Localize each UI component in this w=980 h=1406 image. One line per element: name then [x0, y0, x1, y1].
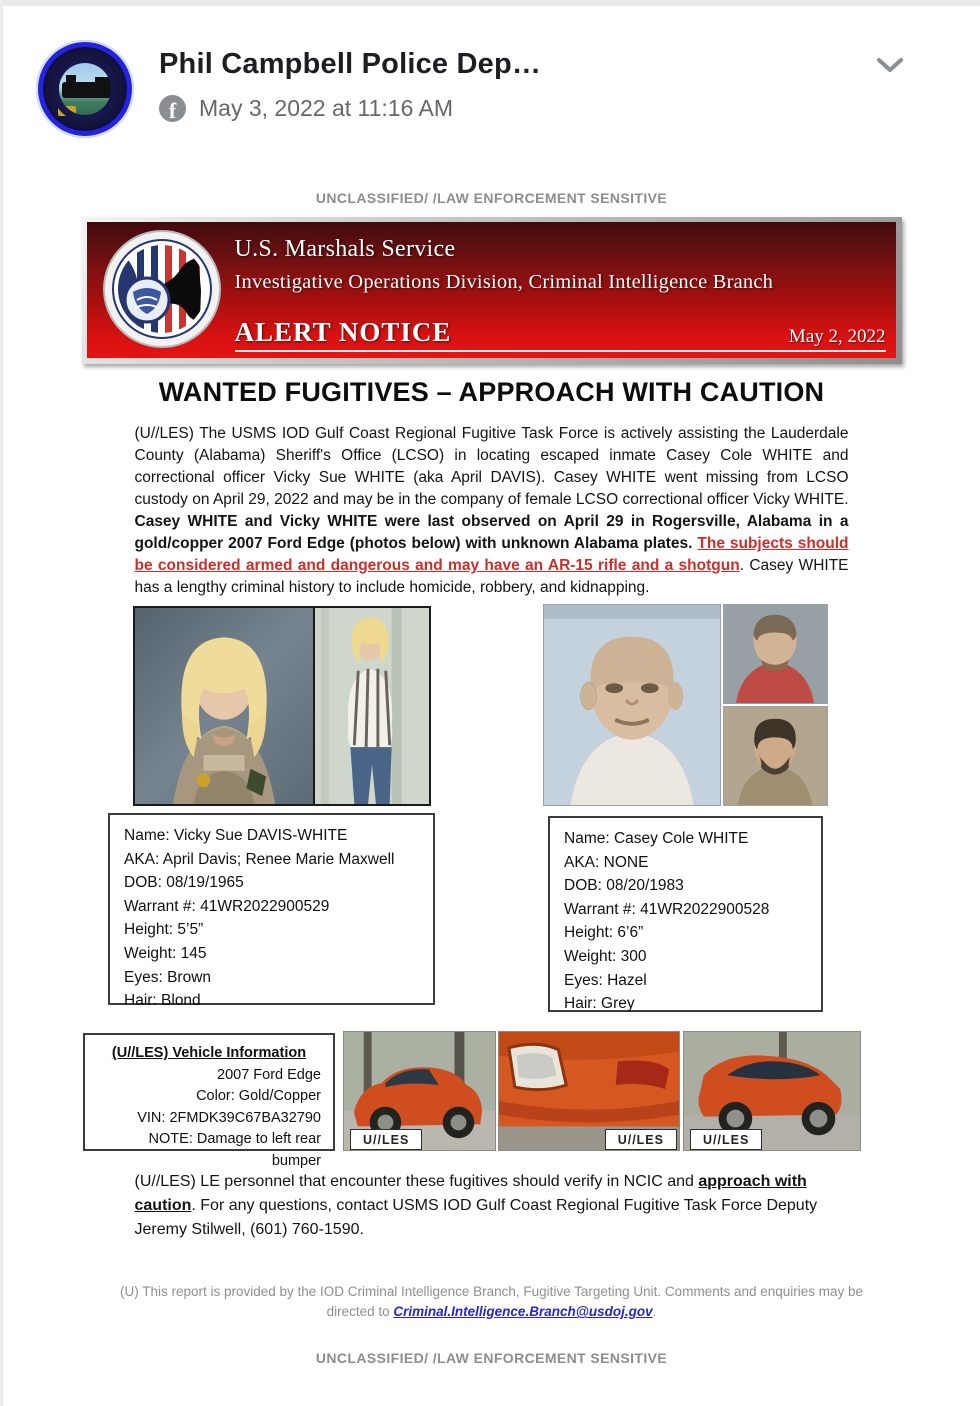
vehicle-info-title: (U//LES) Vehicle Information — [111, 1045, 307, 1061]
summary-part1: (U//LES) The USMS IOD Gulf Coast Regional Fugitive Task Force is actively assisting the Lauderdale County (Alabama) Sheriff's Office (LCSO) in locating escaped inmate Casey Cole WHITE and correctional officer Vicky Sue WHITE (aka April DAVIS). Casey WHITE went missing from LCSO custody on April 29, 2022 and may be in the company of female LCSO correctional officer Vicky WHITE. — [134, 425, 849, 508]
contact-part1: (U//LES) LE personnel that encounter these fugitives should verify in NCIC and — [134, 1173, 699, 1190]
post-header-text — [159, 40, 541, 122]
info-line: Hair: Blond — [124, 992, 201, 1010]
casey-photo-red-shirt — [723, 604, 828, 704]
vehicle-photo-front — [343, 1031, 496, 1151]
info-line: Eyes: Hazel — [564, 971, 647, 989]
banner-agency: U.S. Marshals Service — [234, 236, 456, 262]
vehicle-photo-side — [683, 1031, 861, 1151]
info-line: Warrant #: 41WR2022900529 — [124, 897, 330, 915]
info-line: Eyes: Brown — [124, 968, 212, 986]
vehicle-line: VIN: 2FMDK39C67BA32790 — [137, 1109, 321, 1126]
ules-label: U//LES — [690, 1129, 762, 1150]
footer-note — [107, 1282, 877, 1322]
vehicle-line: Color: Gold/Copper — [196, 1088, 321, 1104]
summary-paragraph — [135, 423, 849, 599]
info-line: DOB: 08/20/1983 — [564, 877, 684, 895]
fugitive-info-row — [3, 813, 980, 1013]
vehicle-info-box — [83, 1033, 335, 1169]
info-line: AKA: NONE — [564, 853, 649, 871]
info-line: Name: Casey Cole WHITE — [564, 830, 749, 847]
post-header — [3, 6, 980, 138]
info-line: Weight: 145 — [124, 944, 207, 962]
classification-banner-top: UNCLASSIFIED/ /LAW ENFORCEMENT SENSITIVE — [315, 190, 668, 206]
info-line: Height: 6’6” — [564, 924, 644, 942]
casey-info-box — [548, 816, 823, 1012]
info-line: Height: 5’5” — [124, 921, 204, 939]
vicky-standing-photo — [315, 606, 431, 806]
casey-mugshot-photo — [543, 604, 721, 806]
post-timestamp: May 3, 2022 at 11:16 AM — [199, 95, 454, 121]
vehicle-photo-rear-closeup — [498, 1031, 680, 1151]
ules-label: U//LES — [350, 1129, 422, 1150]
info-line: Name: Vicky Sue DAVIS-WHITE — [124, 827, 348, 844]
banner-division: Investigative Operations Division, Criminal Intelligence Branch — [234, 271, 774, 293]
info-line: Warrant #: 41WR2022900528 — [564, 900, 770, 918]
info-line: DOB: 08/19/1965 — [124, 874, 244, 892]
info-line: Weight: 300 — [564, 947, 647, 965]
avatar[interactable] — [36, 40, 134, 138]
footer-note-text: (U) This report is provided by the IOD Criminal Intelligence Branch, Fugitive Targeting Unit. Comments and enquiries may be directed to — [119, 1284, 864, 1319]
casey-photo-bearded — [723, 706, 828, 806]
banner-date: May 2, 2022 — [788, 326, 886, 347]
contact-paragraph — [135, 1170, 849, 1242]
contact-emphasis: approach with caution — [134, 1173, 807, 1214]
post-date-row — [159, 95, 541, 122]
vehicle-line: NOTE: Damage to left rear bumper — [148, 1131, 321, 1169]
banner-alert-notice: ALERT NOTICE — [234, 317, 452, 347]
info-line: AKA: April Davis; Renee Marie Maxwell — [124, 850, 395, 868]
classification-banner-bottom: UNCLASSIFIED/ /LAW ENFORCEMENT SENSITIVE — [315, 1350, 668, 1366]
vicky-info-box — [108, 813, 435, 1010]
chevron-down-icon[interactable] — [872, 50, 908, 80]
info-line: Hair: Grey — [564, 995, 635, 1013]
vicky-portrait-photo — [133, 606, 315, 806]
town-seal-icon — [43, 47, 127, 131]
alert-banner — [82, 217, 902, 364]
email-link[interactable]: Criminal.Intelligence.Branch@usdoj.gov — [393, 1304, 653, 1319]
vehicle-line: 2007 Ford Edge — [217, 1066, 321, 1083]
wanted-headline: WANTED FUGITIVES – APPROACH WITH CAUTION — [158, 377, 825, 407]
facebook-icon: f — [159, 95, 186, 122]
vehicle-section — [3, 1031, 980, 1169]
summary-part4: . Casey WHITE has a lengthy criminal history to include homicide, robbery, and kidnapping. — [134, 557, 849, 596]
author-name[interactable]: Phil Campbell Police Dep… — [159, 48, 542, 80]
usms-seal-icon — [103, 230, 221, 348]
fugitive-photos — [3, 606, 980, 808]
summary-warning: The subjects should be considered armed and dangerous and may have an AR-15 rifle and a shotgun — [134, 535, 849, 574]
ules-label: U//LES — [605, 1129, 677, 1150]
footer-note-period: . — [652, 1304, 657, 1319]
summary-bold: Casey WHITE and Vicky WHITE were last observed on April 29 in Rogersville, Alabama in a gold/copper 2007 Ford Edge (photos below) with unknown Alabama plates. — [134, 513, 849, 552]
contact-part2: . For any questions, contact USMS IOD Gulf Coast Regional Fugitive Task Force Deputy Jeremy Stilwell, (601) 760-1590. — [134, 1197, 818, 1238]
